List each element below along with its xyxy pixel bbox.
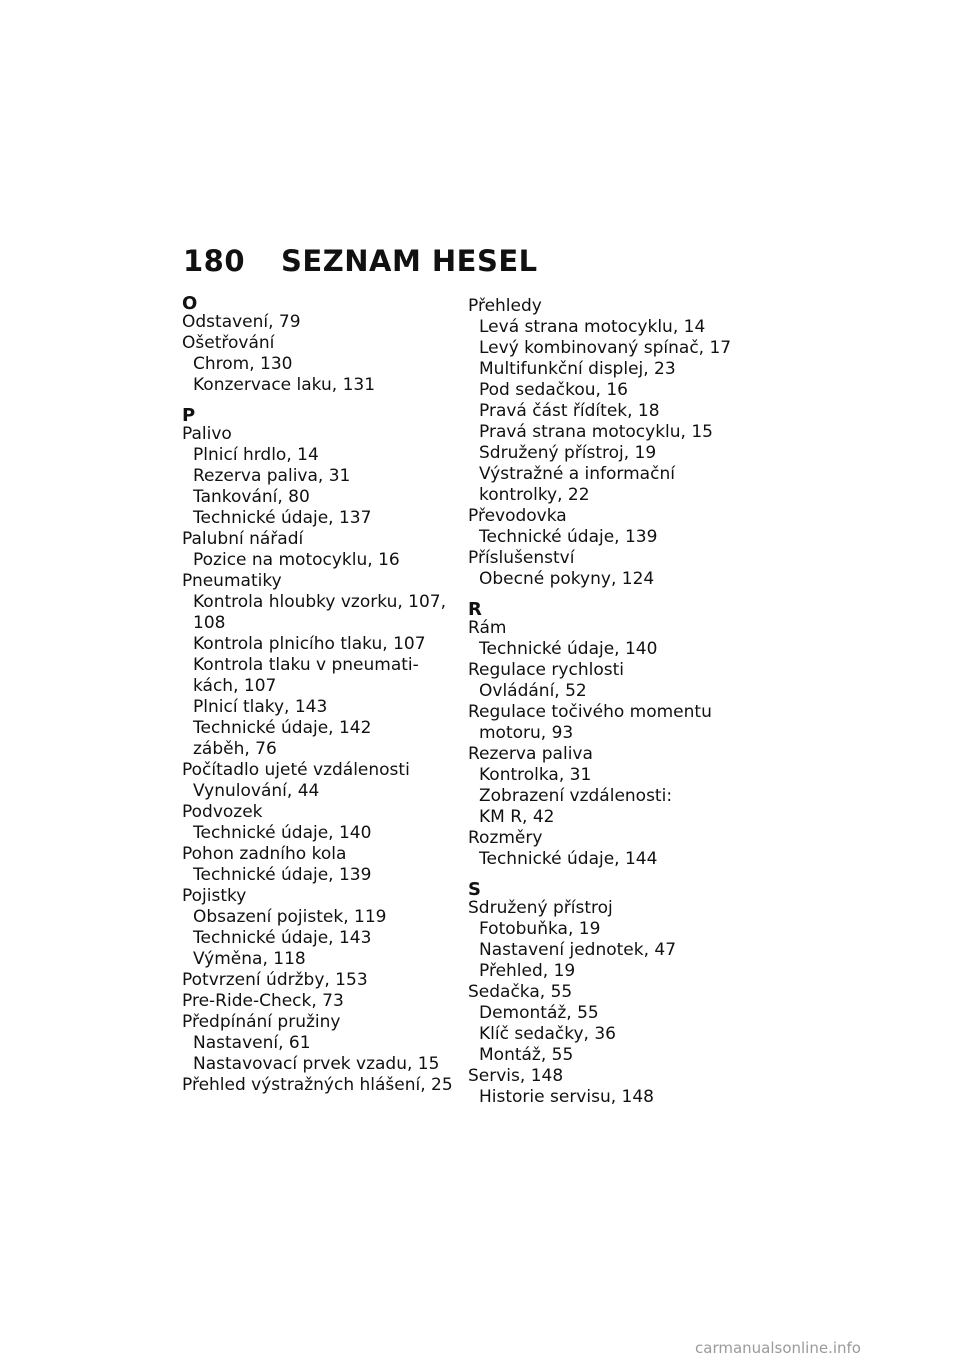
index-subentry bbox=[182, 739, 462, 760]
index-subentry-line: Ovládání, 52 bbox=[479, 681, 587, 701]
index-subentry-line: Pod sedačkou, 16 bbox=[479, 380, 628, 400]
index-subentry-line: Technické údaje, 142 bbox=[193, 718, 372, 738]
index-entry bbox=[182, 1012, 462, 1075]
index-entry-term: Regulace točivého momentu bbox=[468, 702, 712, 722]
index-subentry-line: Vynulování, 44 bbox=[193, 781, 320, 801]
index-subentry-line: Technické údaje, 137 bbox=[193, 508, 372, 528]
index-subentry bbox=[182, 445, 462, 466]
index-entry bbox=[468, 828, 748, 870]
index-entry-term: Palubní nářadí bbox=[182, 529, 304, 549]
index-entry-term: Pneumatiky bbox=[182, 571, 282, 591]
index-subentry bbox=[182, 718, 462, 739]
index-entry-term: Rozměry bbox=[468, 828, 543, 848]
index-subentry bbox=[468, 1087, 748, 1108]
index-entry-term: Počítadlo ujeté vzdálenosti bbox=[182, 760, 410, 780]
page-header bbox=[183, 244, 538, 278]
index-subentry-line: Konzervace laku, 131 bbox=[193, 375, 376, 395]
index-letter-heading: P bbox=[182, 405, 196, 426]
index-subentry-line: Klíč sedačky, 36 bbox=[479, 1024, 616, 1044]
index-subentry bbox=[468, 1024, 748, 1045]
index-subentry bbox=[468, 401, 748, 422]
index-subentry bbox=[468, 961, 748, 982]
index-entry bbox=[182, 802, 462, 844]
index-subentry bbox=[468, 849, 748, 870]
index-subentry-line: Obsazení pojistek, 119 bbox=[193, 907, 387, 927]
index-entry-term: Příslušenství bbox=[468, 548, 575, 568]
index-subentry-line: Výstražné a informační bbox=[479, 464, 675, 484]
index-subentry bbox=[182, 781, 462, 802]
index-entry bbox=[468, 618, 748, 660]
index-entry bbox=[468, 744, 748, 828]
index-entry bbox=[468, 296, 748, 506]
index-subentry-line: Přehled, 19 bbox=[479, 961, 576, 981]
index-subentry-line: Plnicí hrdlo, 14 bbox=[193, 445, 319, 465]
index-subentry bbox=[182, 466, 462, 487]
index-subentry-line: záběh, 76 bbox=[193, 739, 277, 759]
index-subentry bbox=[468, 786, 748, 828]
index-subentry-line: Nastavení jednotek, 47 bbox=[479, 940, 677, 960]
index-subentry bbox=[182, 1054, 462, 1075]
index-subentry-line: Kontrola tlaku v pneumati- bbox=[193, 655, 419, 675]
index-entry-term: Palivo bbox=[182, 424, 232, 444]
index-subentry-line: Nastavovací prvek vzadu, 15 bbox=[193, 1054, 440, 1074]
index-subentry-line: kontrolky, 22 bbox=[479, 485, 590, 505]
index-entry bbox=[182, 312, 462, 333]
index-subentry-line: Tankování, 80 bbox=[193, 487, 310, 507]
index-subentry-line: Levý kombinovaný spínač, 17 bbox=[479, 338, 732, 358]
index-subentry-line: Obecné pokyny, 124 bbox=[479, 569, 655, 589]
index-entry bbox=[182, 571, 462, 760]
index-subentry bbox=[468, 723, 748, 744]
index-subentry bbox=[182, 823, 462, 844]
index-subentry-line: 108 bbox=[193, 613, 226, 633]
index-entry bbox=[468, 1066, 748, 1108]
index-entry bbox=[468, 548, 748, 590]
index-subentry-line: Nastavení, 61 bbox=[193, 1033, 311, 1053]
index-subentry bbox=[468, 359, 748, 380]
index-entry-term: Předpínání pružiny bbox=[182, 1012, 341, 1032]
index-entry-term: Servis, 148 bbox=[468, 1066, 564, 1086]
index-letter-heading: O bbox=[182, 293, 198, 314]
index-column-left bbox=[182, 293, 462, 1096]
index-entry bbox=[182, 760, 462, 802]
index-subentry-line: Kontrola plnicího tlaku, 107 bbox=[193, 634, 426, 654]
index-subentry-line: Demontáž, 55 bbox=[479, 1003, 599, 1023]
index-subentry bbox=[182, 865, 462, 886]
index-entry-term: Rezerva paliva bbox=[468, 744, 593, 764]
index-subentry-line: Technické údaje, 143 bbox=[193, 928, 372, 948]
index-entry bbox=[468, 506, 748, 548]
index-entry bbox=[468, 660, 748, 702]
index-subentry bbox=[468, 681, 748, 702]
index-subentry-line: Výměna, 118 bbox=[193, 949, 306, 969]
index-entry-term: Přehledy bbox=[468, 296, 542, 316]
index-subentry bbox=[182, 375, 462, 396]
index-subentry-line: Technické údaje, 144 bbox=[479, 849, 658, 869]
index-subentry bbox=[182, 1033, 462, 1054]
index-subentry bbox=[468, 338, 748, 359]
index-entry-term: Regulace rychlosti bbox=[468, 660, 624, 680]
index-entry-term: Sdružený přístroj bbox=[468, 898, 613, 918]
index-subentry bbox=[468, 940, 748, 961]
index-subentry-line: kách, 107 bbox=[193, 676, 277, 696]
index-subentry bbox=[182, 354, 462, 375]
index-subentry-line: Kontrola hloubky vzorku, 107, bbox=[193, 592, 446, 612]
index-entry bbox=[182, 424, 462, 529]
index-subentry-line: KM R, 42 bbox=[479, 807, 555, 827]
index-subentry bbox=[182, 655, 462, 697]
index-entry-term: Přehled výstražných hlášení, 25 bbox=[182, 1075, 453, 1095]
index-subentry bbox=[468, 422, 748, 443]
index-entry bbox=[468, 982, 748, 1066]
index-subentry bbox=[468, 569, 748, 590]
index-entry bbox=[468, 898, 748, 982]
index-subentry bbox=[182, 697, 462, 718]
index-subentry-line: Kontrolka, 31 bbox=[479, 765, 592, 785]
index-subentry-line: Pravá strana motocyklu, 15 bbox=[479, 422, 713, 442]
index-entry bbox=[182, 970, 462, 991]
index-subentry bbox=[468, 464, 748, 506]
index-subentry bbox=[182, 487, 462, 508]
index-subentry-line: Pozice na motocyklu, 16 bbox=[193, 550, 400, 570]
index-letter-heading: R bbox=[468, 599, 482, 620]
index-subentry bbox=[182, 907, 462, 928]
index-subentry bbox=[468, 639, 748, 660]
index-subentry bbox=[182, 634, 462, 655]
index-entry-term: Rám bbox=[468, 618, 507, 638]
index-subentry-line: Fotobuňka, 19 bbox=[479, 919, 601, 939]
index-subentry-line: Technické údaje, 140 bbox=[479, 639, 658, 659]
index-subentry-line: Rezerva paliva, 31 bbox=[193, 466, 351, 486]
index-subentry bbox=[182, 508, 462, 529]
watermark-text: carmanualsonline.info bbox=[695, 1339, 861, 1357]
index-entry bbox=[182, 886, 462, 970]
page-title: SEZNAM HESEL bbox=[281, 244, 538, 278]
index-subentry bbox=[468, 919, 748, 940]
index-subentry bbox=[468, 443, 748, 464]
index-subentry-line: Technické údaje, 140 bbox=[193, 823, 372, 843]
index-subentry-line: Montáž, 55 bbox=[479, 1045, 574, 1065]
index-letter-heading: S bbox=[468, 879, 481, 900]
index-entry bbox=[182, 333, 462, 396]
index-entry-term: Ošetřování bbox=[182, 333, 275, 353]
index-entry-term: Pre-Ride-Check, 73 bbox=[182, 991, 344, 1011]
index-subentry-line: Technické údaje, 139 bbox=[479, 527, 658, 547]
index-entry-term: Sedačka, 55 bbox=[468, 982, 573, 1002]
index-column-right bbox=[468, 296, 748, 1108]
index-subentry bbox=[468, 1003, 748, 1024]
index-entry bbox=[182, 529, 462, 571]
index-subentry bbox=[468, 1045, 748, 1066]
index-entry-term: Převodovka bbox=[468, 506, 567, 526]
index-subentry bbox=[468, 765, 748, 786]
index-entry-term: Pohon zadního kola bbox=[182, 844, 347, 864]
index-subentry-line: Multifunkční displej, 23 bbox=[479, 359, 676, 379]
index-subentry bbox=[468, 527, 748, 548]
page-number: 180 bbox=[183, 244, 246, 278]
index-subentry-line: Pravá část řídítek, 18 bbox=[479, 401, 660, 421]
index-subentry bbox=[468, 317, 748, 338]
index-subentry bbox=[468, 380, 748, 401]
index-subentry-line: Levá strana motocyklu, 14 bbox=[479, 317, 706, 337]
index-subentry-line: Historie servisu, 148 bbox=[479, 1087, 654, 1107]
index-subentry bbox=[182, 928, 462, 949]
index-entry-term: Potvrzení údržby, 153 bbox=[182, 970, 368, 990]
index-entry bbox=[182, 844, 462, 886]
index-entry-term: Pojistky bbox=[182, 886, 247, 906]
index-subentry-line: Chrom, 130 bbox=[193, 354, 293, 374]
index-subentry-line: motoru, 93 bbox=[479, 723, 574, 743]
index-subentry bbox=[182, 550, 462, 571]
index-subentry-line: Plnicí tlaky, 143 bbox=[193, 697, 328, 717]
index-subentry-line: Zobrazení vzdálenosti: bbox=[479, 786, 673, 806]
index-subentry-line: Technické údaje, 139 bbox=[193, 865, 372, 885]
index-entry bbox=[468, 702, 748, 744]
index-entry bbox=[182, 991, 462, 1012]
index-entry-term: Podvozek bbox=[182, 802, 263, 822]
index-subentry bbox=[182, 949, 462, 970]
index-entry bbox=[182, 1075, 462, 1096]
index-entry-term: Odstavení, 79 bbox=[182, 312, 301, 332]
index-subentry bbox=[182, 592, 462, 634]
index-subentry-line: Sdružený přístroj, 19 bbox=[479, 443, 657, 463]
